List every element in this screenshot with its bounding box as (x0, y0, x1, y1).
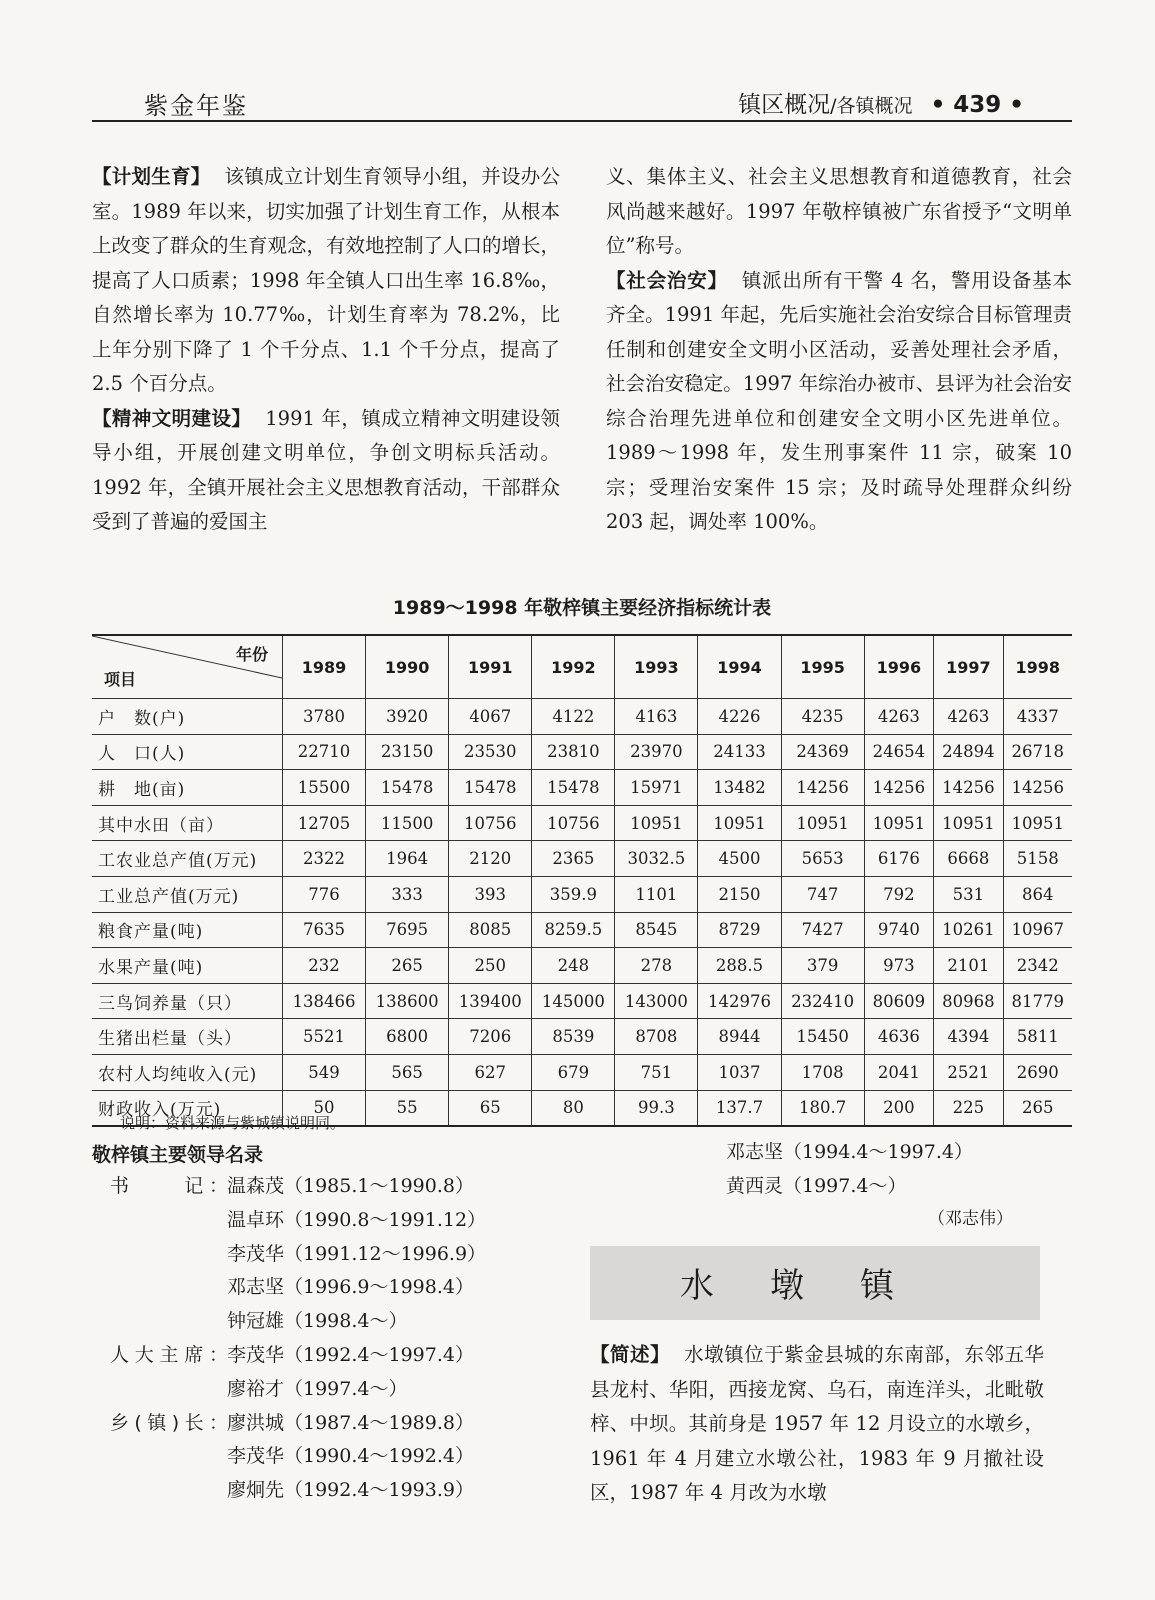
table-cell: 2101 (934, 948, 1003, 984)
year-header: 1998 (1003, 635, 1072, 699)
year-header: 1995 (781, 635, 864, 699)
table-note: 说明：资料来源与紫城镇说明同。 (120, 1114, 346, 1132)
section-title (738, 86, 1024, 119)
paragraph (92, 402, 560, 540)
row-label: 粮食产量(吨) (92, 912, 283, 948)
leader-name: 邓志坚（1994.4～1997.4） (726, 1141, 973, 1163)
page-number: • 439 • (930, 92, 1024, 118)
table-cell: 139400 (449, 983, 532, 1019)
table-cell: 24894 (934, 734, 1003, 770)
table-cell: 2690 (1003, 1054, 1072, 1090)
leader-row (92, 1474, 562, 1508)
table-cell: 747 (781, 876, 864, 912)
table-cell: 5158 (1003, 841, 1072, 877)
section-main: 镇区概况 (738, 92, 831, 118)
table-row (92, 699, 1072, 735)
table-cell: 232 (283, 948, 366, 984)
row-label: 水果产量(吨) (92, 948, 283, 984)
table-cell: 4263 (864, 699, 933, 735)
row-label: 工业总产值(万元) (92, 876, 283, 912)
leaders-list-continued (726, 1136, 973, 1204)
table-cell: 138600 (366, 983, 449, 1019)
table-cell: 15478 (449, 770, 532, 806)
leader-row (92, 1271, 562, 1305)
table-cell: 265 (1003, 1090, 1072, 1126)
table-cell: 4235 (781, 699, 864, 735)
table-cell: 2120 (449, 841, 532, 877)
table-cell: 24133 (698, 734, 781, 770)
author: （邓志伟） (928, 1209, 1013, 1229)
table-cell: 50 (283, 1090, 366, 1126)
table-cell: 679 (532, 1054, 615, 1090)
table-cell: 8708 (615, 1019, 698, 1055)
leader-row (92, 1305, 562, 1339)
table-cell: 5653 (781, 841, 864, 877)
corner-year-label: 年份 (235, 645, 268, 664)
table-cell: 6800 (366, 1019, 449, 1055)
table-cell: 3780 (283, 699, 366, 735)
left-column-top (92, 160, 560, 540)
table-cell: 65 (449, 1090, 532, 1126)
corner-item-label: 项目 (104, 670, 137, 689)
table-cell: 4337 (1003, 699, 1072, 735)
leader-name: 廖炯先（1992.4～1993.9） (227, 1479, 474, 1502)
table-cell: 2365 (532, 841, 615, 877)
table-cell: 2322 (283, 841, 366, 877)
table-cell: 55 (366, 1090, 449, 1126)
table-cell: 565 (366, 1054, 449, 1090)
paragraph (590, 1338, 1044, 1511)
table-cell: 23970 (615, 734, 698, 770)
table-cell: 2150 (698, 876, 781, 912)
table-cell: 288.5 (698, 948, 781, 984)
table-row (92, 983, 1072, 1019)
table-cell: 10756 (532, 805, 615, 841)
table-cell: 8729 (698, 912, 781, 948)
leader-row (92, 1407, 562, 1441)
table-cell: 8545 (615, 912, 698, 948)
table-cell: 10756 (449, 805, 532, 841)
table-cell: 7206 (449, 1019, 532, 1055)
table-cell: 8539 (532, 1019, 615, 1055)
leader-name: 温森茂（1985.1～1990.8） (227, 1175, 474, 1197)
table-cell: 359.9 (532, 876, 615, 912)
table-row (92, 805, 1072, 841)
paragraph-text: 镇派出所有干警 4 名，警用设备基本齐全。1991 年起，先后实施社会治安综合目标管理责任制和创建安全文明小区活动，妥善处理社会矛盾，社会治安稳定。1997 年综治办被市、县评为社会治安综合治理先进单位和创建安全文明小区先进单位。1989～1998 年，发生刑事案件 11 宗，破案 10 宗；受理治安案件 15 宗；及时疏导处理群众纠纷 203 起，调处率 100%。 (606, 268, 1072, 533)
right-column-bottom (590, 1338, 1044, 1511)
table-cell: 393 (449, 876, 532, 912)
table-row (92, 948, 1072, 984)
table-cell: 10951 (1003, 805, 1072, 841)
table-row (92, 912, 1072, 948)
table-cell: 4636 (864, 1019, 933, 1055)
paragraph-tag: 【简述】 (590, 1343, 671, 1366)
leader-name: 李茂华（1992.4～1997.4） (227, 1343, 474, 1366)
table-cell: 99.3 (615, 1090, 698, 1126)
table-cell: 80968 (934, 983, 1003, 1019)
table-cell: 531 (934, 876, 1003, 912)
leader-name: 黄西灵（1997.4～） (726, 1174, 907, 1197)
table-cell: 379 (781, 948, 864, 984)
row-label: 其中水田（亩） (92, 805, 283, 841)
table-cell: 776 (283, 876, 366, 912)
table-cell: 10951 (781, 805, 864, 841)
table-cell: 4163 (615, 699, 698, 735)
statistics-table (92, 634, 1072, 1127)
table-cell: 14256 (934, 770, 1003, 806)
table-cell: 10951 (864, 805, 933, 841)
paragraph-tag: 【社会治安】 (606, 268, 728, 292)
table-header-row (92, 635, 1072, 699)
table-cell: 15971 (615, 770, 698, 806)
row-label: 耕 地(亩) (92, 770, 283, 806)
table-cell: 80609 (864, 983, 933, 1019)
table-cell: 145000 (532, 983, 615, 1019)
table-cell: 4263 (934, 699, 1003, 735)
table-cell: 4394 (934, 1019, 1003, 1055)
table-cell: 12705 (283, 805, 366, 841)
table-cell: 14256 (781, 770, 864, 806)
table-row (92, 1019, 1072, 1055)
row-label: 农村人均纯收入(元) (92, 1054, 283, 1090)
table-cell: 14256 (864, 770, 933, 806)
paragraph-text: 1991 年，镇成立精神文明建设领导小组，开展创建文明单位，争创文明标兵活动。1992 年，全镇开展社会主义思想教育活动，干部群众受到了普遍的爱国主 (92, 406, 560, 533)
table-cell: 4122 (532, 699, 615, 735)
table-cell: 2342 (1003, 948, 1072, 984)
table-cell: 10967 (1003, 912, 1072, 948)
leader-role: 书 记： (110, 1175, 228, 1197)
leader-name: 廖裕才（1997.4～） (227, 1377, 408, 1400)
table-cell: 23530 (449, 734, 532, 770)
table-cell: 248 (532, 948, 615, 984)
year-header: 1989 (283, 635, 366, 699)
year-header: 1992 (532, 635, 615, 699)
table-cell: 5811 (1003, 1019, 1072, 1055)
paragraph-text: 该镇成立计划生育领导小组，并设办公室。1989 年以来，切实加强了计划生育工作，从根本上改变了群众的生育观念，有效地控制了人口的增长，提高了人口质素；1998 年全镇人口出生率 16.8‰，自然增长率为 10.77‰，计划生育率为 78.2%，比上年分别下降了 1 个千分点、1.1 个千分点，提高了 2.5 个百分点。 (92, 165, 561, 395)
row-label: 三鸟饲养量（只） (92, 983, 283, 1019)
table-cell: 15478 (532, 770, 615, 806)
table-cell: 15450 (781, 1019, 864, 1055)
yearbook-title: 紫金年鉴 (144, 92, 248, 120)
table-cell: 549 (283, 1054, 366, 1090)
table-cell: 265 (366, 948, 449, 984)
table-cell: 81779 (1003, 983, 1072, 1019)
table-cell: 4226 (698, 699, 781, 735)
leader-name: 李茂华（1991.12～1996.9） (227, 1242, 487, 1265)
table-cell: 7695 (366, 912, 449, 948)
town-heading: 水墩镇 (680, 1266, 950, 1306)
table-cell: 26718 (1003, 734, 1072, 770)
leaders-list (92, 1170, 562, 1508)
table-cell: 8085 (449, 912, 532, 948)
table-cell: 232410 (781, 983, 864, 1019)
table-row (92, 1054, 1072, 1090)
table-cell: 225 (934, 1090, 1003, 1126)
table-row (92, 770, 1072, 806)
table-row (92, 876, 1072, 912)
table-cell: 4067 (449, 699, 532, 735)
table-cell: 14256 (1003, 770, 1072, 806)
row-label: 人 口(人) (92, 734, 283, 770)
year-header: 1991 (449, 635, 532, 699)
table-cell: 973 (864, 948, 933, 984)
table-cell: 3920 (366, 699, 449, 735)
leader-name: 温卓环（1990.8～1991.12） (227, 1208, 487, 1231)
table-cell: 23810 (532, 734, 615, 770)
leader-name: 李茂华（1990.4～1992.4） (227, 1445, 474, 1468)
table-cell: 250 (449, 948, 532, 984)
table-cell: 9740 (864, 912, 933, 948)
table-cell: 6176 (864, 841, 933, 877)
table-cell: 11500 (366, 805, 449, 841)
year-header: 1990 (366, 635, 449, 699)
table-cell: 1708 (781, 1054, 864, 1090)
table-corner-cell (92, 635, 283, 699)
table-cell: 200 (864, 1090, 933, 1126)
row-label: 户 数(户) (92, 699, 283, 735)
table-cell: 23150 (366, 734, 449, 770)
row-label: 财政收入(万元) (92, 1090, 283, 1126)
year-header: 1997 (934, 635, 1003, 699)
year-header: 1996 (864, 635, 933, 699)
table-row (92, 841, 1072, 877)
table-cell: 1037 (698, 1054, 781, 1090)
table-cell: 1101 (615, 876, 698, 912)
table-cell: 792 (864, 876, 933, 912)
table-cell: 2041 (864, 1054, 933, 1090)
row-label: 工农业总产值(万元) (92, 841, 283, 877)
leader-role: 人大主席： (110, 1343, 228, 1366)
year-header: 1994 (698, 635, 781, 699)
table-cell: 1964 (366, 841, 449, 877)
table-cell: 24369 (781, 734, 864, 770)
right-column-top (606, 160, 1072, 540)
page-header (92, 86, 1072, 122)
table-cell: 627 (449, 1054, 532, 1090)
table-cell: 15500 (283, 770, 366, 806)
table-cell: 7427 (781, 912, 864, 948)
table-cell: 751 (615, 1054, 698, 1090)
table-cell: 333 (366, 876, 449, 912)
table-cell: 8259.5 (532, 912, 615, 948)
table-cell: 180.7 (781, 1090, 864, 1126)
leader-name: 邓志坚（1996.9～1998.4） (227, 1276, 474, 1299)
leader-row (92, 1440, 562, 1474)
leader-row (92, 1238, 562, 1272)
table-cell: 6668 (934, 841, 1003, 877)
table-cell: 80 (532, 1090, 615, 1126)
leader-row (92, 1204, 562, 1238)
table-cell: 142976 (698, 983, 781, 1019)
table-cell: 4500 (698, 841, 781, 877)
paragraph-text: 水墩镇位于紫金县城的东南部，东邻五华县龙村、华阳，西接龙窝、乌石，南连洋头，北毗敬梓、中坝。其前身是 1957 年 12 月设立的水墩乡，1961 年 4 月建立水墩公社，1983 年 9 月撤社设区，1987 年 4 月改为水墩 (590, 1343, 1044, 1504)
leader-role: 乡(镇)长： (110, 1411, 228, 1434)
table-cell: 864 (1003, 876, 1072, 912)
row-label: 生猪出栏量（头） (92, 1019, 283, 1055)
town-heading-box (590, 1246, 1040, 1320)
table-row (92, 734, 1072, 770)
table-cell: 5521 (283, 1019, 366, 1055)
paragraph (606, 264, 1072, 540)
table-cell: 13482 (698, 770, 781, 806)
paragraph-tag: 【计划生育】 (92, 165, 211, 188)
paragraph (92, 160, 560, 402)
leader-row (92, 1373, 562, 1407)
paragraph-tag: 【精神文明建设】 (92, 406, 252, 430)
table-cell: 10951 (934, 805, 1003, 841)
year-header: 1993 (615, 635, 698, 699)
table-cell: 24654 (864, 734, 933, 770)
table-title: 1989～1998 年敬梓镇主要经济指标统计表 (392, 597, 772, 619)
table-cell: 7635 (283, 912, 366, 948)
table-cell: 15478 (366, 770, 449, 806)
table-cell: 138466 (283, 983, 366, 1019)
table-cell: 2521 (934, 1054, 1003, 1090)
table-cell: 10951 (615, 805, 698, 841)
leader-row (92, 1339, 562, 1373)
table-cell: 10261 (934, 912, 1003, 948)
table-cell: 3032.5 (615, 841, 698, 877)
section-sub: /各镇概况 (830, 95, 913, 117)
table-cell: 10951 (698, 805, 781, 841)
table-cell: 278 (615, 948, 698, 984)
leader-name: 廖洪城（1987.4～1989.8） (227, 1411, 474, 1434)
leader-name: 钟冠雄（1998.4～） (227, 1310, 408, 1333)
paragraph (606, 160, 1072, 264)
leader-row (92, 1170, 562, 1204)
leaders-title: 敬梓镇主要领导名录 (92, 1144, 264, 1166)
paragraph-text: 义、集体主义、社会主义思想教育和道德教育，社会风尚越来越好。1997 年敬梓镇被广东省授予“文明单位”称号。 (606, 165, 1072, 257)
table-cell: 143000 (615, 983, 698, 1019)
table-cell: 22710 (283, 734, 366, 770)
table-cell: 137.7 (698, 1090, 781, 1126)
table-cell: 8944 (698, 1019, 781, 1055)
